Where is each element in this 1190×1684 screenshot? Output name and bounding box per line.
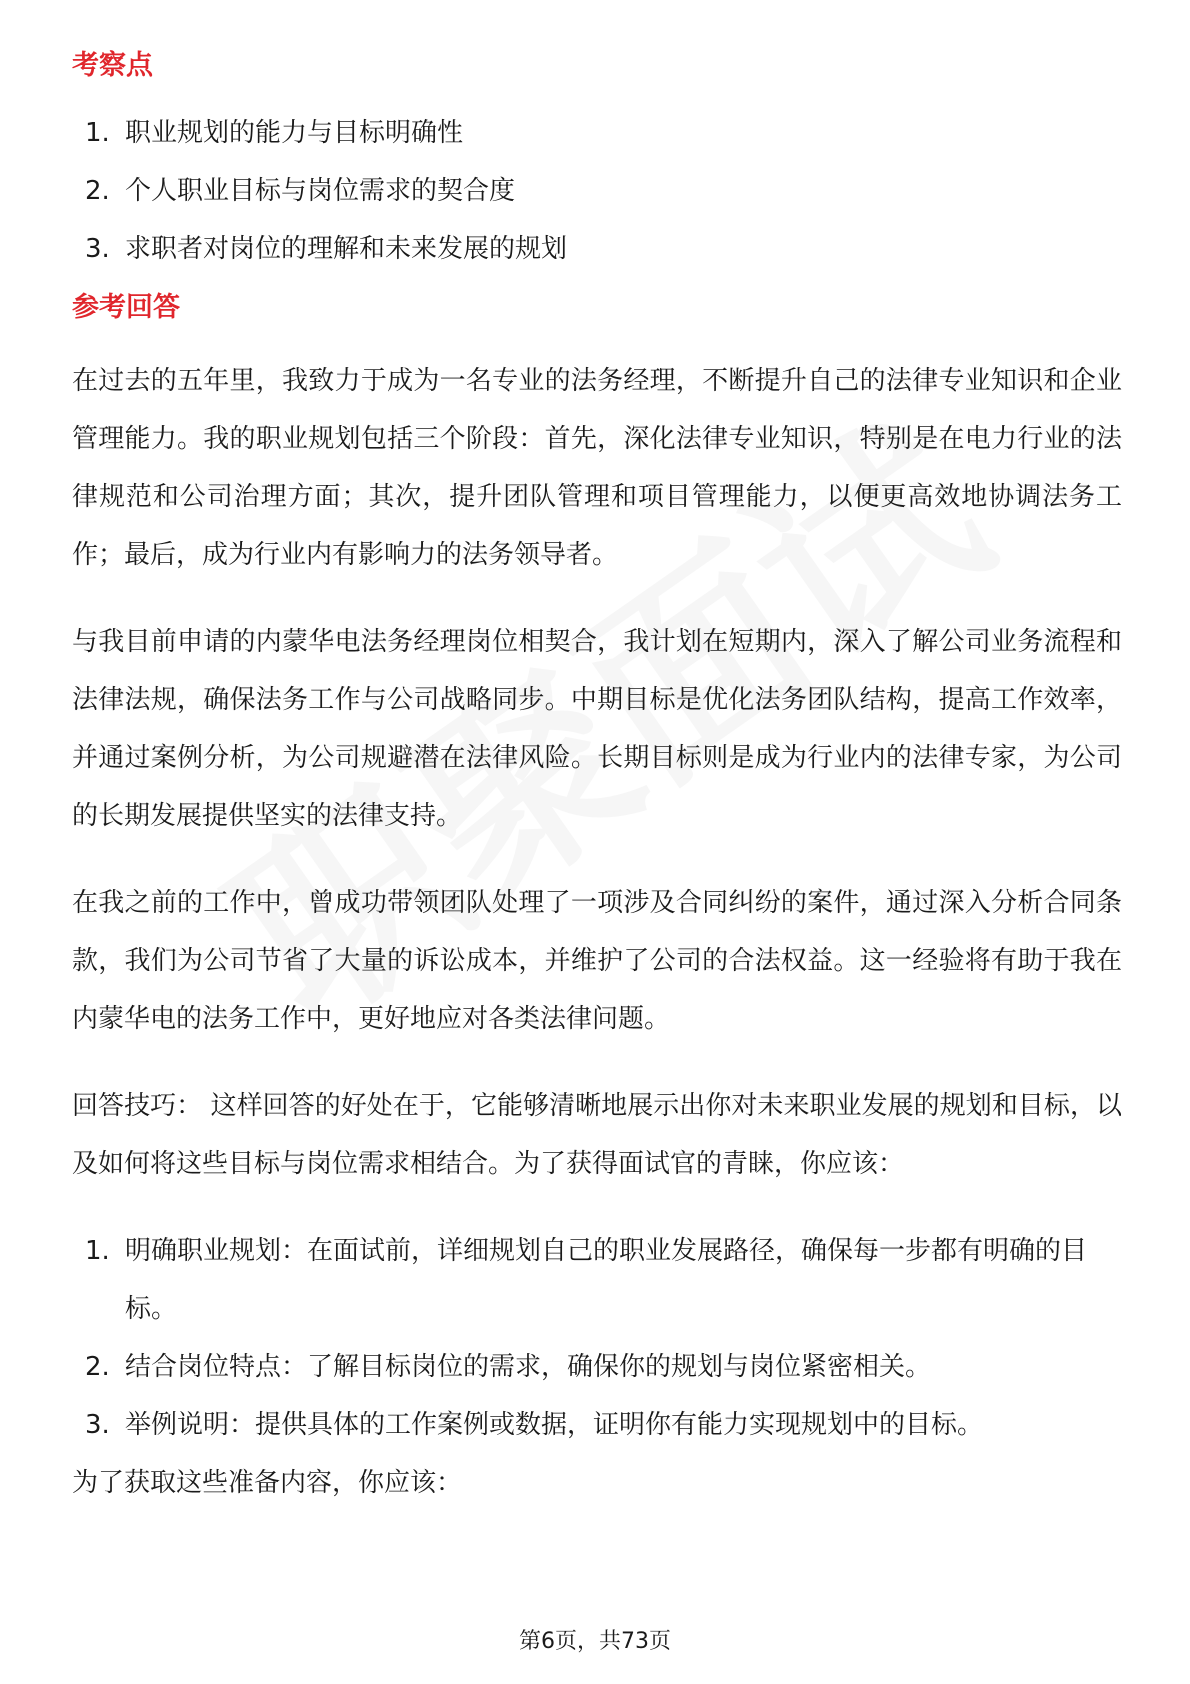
list-number: 3. bbox=[85, 1410, 110, 1440]
list-item bbox=[72, 162, 1122, 220]
tips-list bbox=[72, 1222, 1122, 1454]
list-item bbox=[72, 104, 1122, 162]
list-item bbox=[72, 220, 1122, 278]
list-number: 1. bbox=[85, 1236, 110, 1266]
list-item-text: 明确职业规划：在面试前，详细规划自己的职业发展路径，确保每一步都有明确的目标。 bbox=[125, 1236, 1088, 1324]
list-number: 3. bbox=[85, 234, 110, 264]
list-item-text: 举例说明：提供具体的工作案例或数据，证明你有能力实现规划中的目标。 bbox=[125, 1410, 984, 1440]
list-number: 1. bbox=[85, 118, 110, 148]
document-page bbox=[72, 46, 1122, 1541]
answer-paragraph: 在我之前的工作中，曾成功带领团队处理了一项涉及合同纠纷的案件，通过深入分析合同条款，我们为公司节省了大量的诉讼成本，并维护了公司的合法权益。这一经验将有助于我在内蒙华电的法务工作中，更好地应对各类法律问题。 bbox=[72, 888, 1122, 1034]
list-item-text: 职业规划的能力与目标明确性 bbox=[125, 118, 464, 148]
list-item bbox=[72, 1338, 1122, 1396]
page-number-footer: 第6页，共73页 bbox=[519, 1629, 671, 1654]
list-item-text: 求职者对岗位的理解和未来发展的规划 bbox=[125, 234, 568, 264]
answer-paragraph: 在过去的五年里，我致力于成为一名专业的法务经理，不断提升自己的法律专业知识和企业管理能力。我的职业规划包括三个阶段：首先，深化法律专业知识，特别是在电力行业的法律规范和公司治理方面；其次，提升团队管理和项目管理能力，以便更高效地协调法务工作；最后，成为行业内有影响力的法务领导者。 bbox=[72, 366, 1122, 570]
list-item-text: 结合岗位特点：了解目标岗位的需求，确保你的规划与岗位紧密相关。 bbox=[125, 1352, 932, 1382]
section-title-exam-points: 考察点 bbox=[72, 50, 153, 81]
list-number: 2. bbox=[85, 1352, 110, 1382]
list-number: 2. bbox=[85, 176, 110, 206]
section-title-reference-answer: 参考回答 bbox=[72, 292, 180, 323]
tips-intro-paragraph: 回答技巧： 这样回答的好处在于，它能够清晰地展示出你对未来职业发展的规划和目标，以及如何将这些目标与岗位需求相结合。为了获得面试官的青睐，你应该： bbox=[72, 1091, 1122, 1179]
answer-paragraph: 与我目前申请的内蒙华电法务经理岗位相契合，我计划在短期内，深入了解公司业务流程和法律法规，确保法务工作与公司战略同步。中期目标是优化法务团队结构，提高工作效率，并通过案例分析，为公司规避潜在法律风险。长期目标则是成为行业内的法律专家，为公司的长期发展提供坚实的法律支持。 bbox=[72, 627, 1122, 831]
list-item bbox=[72, 1222, 1122, 1338]
closing-paragraph: 为了获取这些准备内容，你应该： bbox=[72, 1468, 463, 1498]
list-item bbox=[72, 1396, 1122, 1454]
exam-points-list bbox=[72, 104, 1122, 278]
list-item-text: 个人职业目标与岗位需求的契合度 bbox=[125, 176, 516, 206]
